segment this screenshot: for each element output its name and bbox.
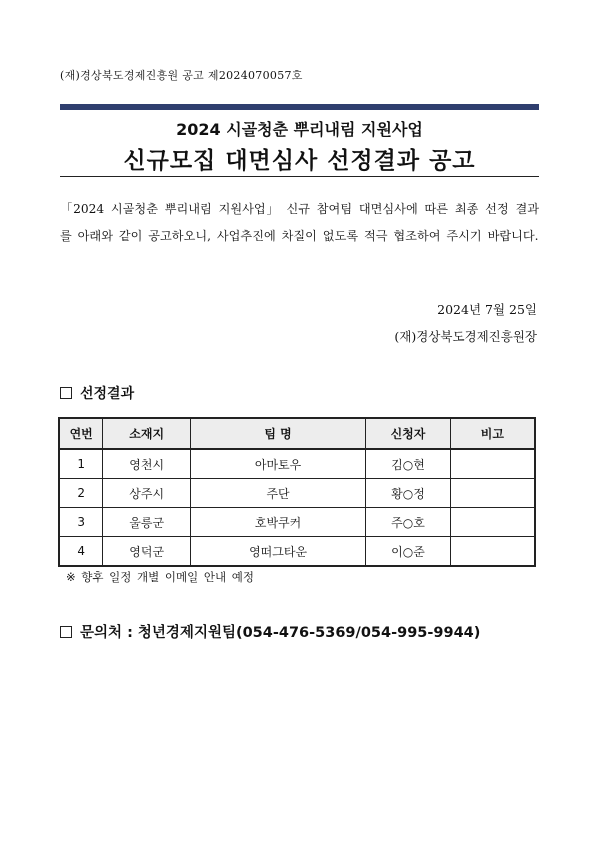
header-number: 연번 [59,418,103,449]
header-divider [60,104,539,110]
title-line-2: 신규모집 대면심사 선정결과 공고 [123,148,476,174]
header-applicant: 신청자 [366,418,451,449]
issuing-organization: (재)경상북도경제진흥원장 [394,329,537,344]
title-line-1: 2024 시골청춘 뿌리내림 지원사업 [176,120,423,139]
table-row [59,508,535,537]
cell-team-name: 주단 [190,479,365,508]
cell-applicant: 김○현 [366,449,451,479]
section-result-label: 선정결과 [80,386,135,402]
cell-location: 영덕군 [103,537,191,567]
cell-number: 4 [59,537,103,567]
cell-team-name: 영떠그타운 [190,537,365,567]
cell-applicant: 황○정 [366,479,451,508]
cell-team-name: 호박쿠커 [190,508,365,537]
cell-team-name: 아마토우 [190,449,365,479]
header-remarks: 비고 [450,418,535,449]
cell-remarks [450,508,535,537]
cell-number: 1 [59,449,103,479]
cell-location: 영천시 [103,449,191,479]
table-row [59,537,535,567]
checkbox-square-icon [60,626,72,638]
cell-number: 3 [59,508,103,537]
cell-applicant: 주○호 [366,508,451,537]
section-heading-contact [60,621,480,642]
cell-applicant: 이○준 [366,537,451,567]
announcement-date: 2024년 7월 25일 [437,302,537,317]
cell-remarks [450,449,535,479]
result-table [58,417,536,567]
table-row [59,449,535,479]
cell-location: 울릉군 [103,508,191,537]
schedule-note: ※ 향후 일정 개별 이메일 안내 예정 [66,570,254,584]
table-row [59,479,535,508]
cell-remarks [450,537,535,567]
document-number: (재)경상북도경제진흥원 공고 제2024070057호 [60,69,303,82]
contact-label: 문의처 : 청년경제지원팀(054-476-5369/054-995-9944) [80,625,481,641]
section-heading-result [60,383,134,403]
header-team-name: 팀 명 [190,418,365,449]
cell-number: 2 [59,479,103,508]
cell-remarks [450,479,535,508]
checkbox-square-icon [60,387,72,399]
title-underline [60,176,539,177]
table-header-row [59,418,535,449]
header-location: 소재지 [103,418,191,449]
cell-location: 상주시 [103,479,191,508]
announcement-body: 「2024 시골청춘 뿌리내림 지원사업」 신규 참여팀 대면심사에 따른 최종 선정 결과를 아래와 같이 공고하오니, 사업추진에 차질이 없도록 적극 협조하여 주시기 바랍니다. [60,202,539,243]
